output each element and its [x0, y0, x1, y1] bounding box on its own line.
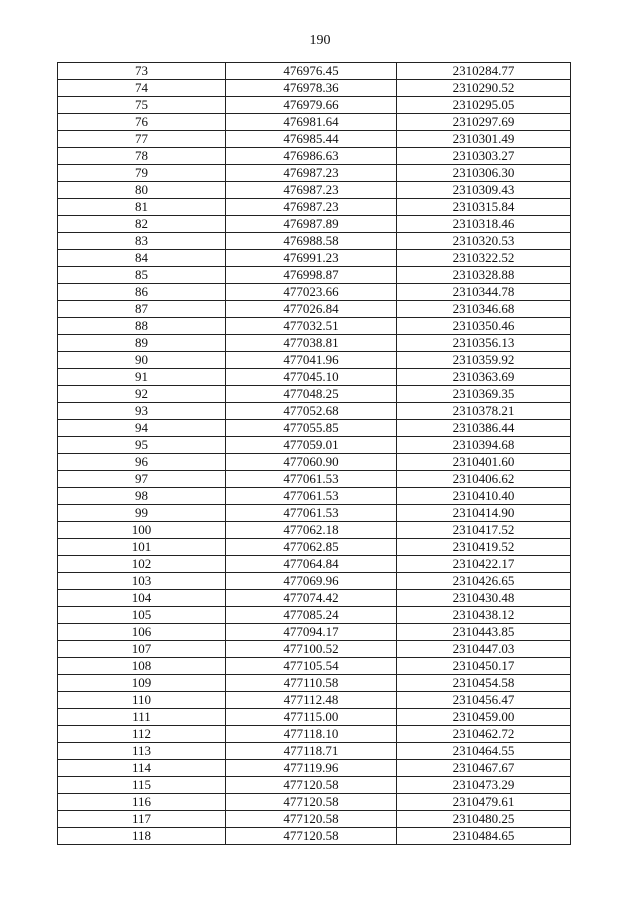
point-number-cell: 84	[58, 250, 226, 267]
point-number-cell: 90	[58, 352, 226, 369]
x-coordinate-cell: 477023.66	[226, 284, 397, 301]
point-number-cell: 86	[58, 284, 226, 301]
x-coordinate-cell: 477032.51	[226, 318, 397, 335]
y-coordinate-cell: 2310459.00	[397, 709, 571, 726]
page-number: 190	[309, 33, 331, 48]
point-number-cell: 112	[58, 726, 226, 743]
x-coordinate-cell: 477060.90	[226, 454, 397, 471]
y-coordinate-cell: 2310417.52	[397, 522, 571, 539]
y-coordinate-cell: 2310394.68	[397, 437, 571, 454]
y-coordinate-cell: 2310301.49	[397, 131, 571, 148]
y-coordinate-cell: 2310303.27	[397, 148, 571, 165]
y-coordinate-cell: 2310363.69	[397, 369, 571, 386]
table-row	[58, 641, 571, 658]
x-coordinate-cell: 476979.66	[226, 97, 397, 114]
table-row	[58, 539, 571, 556]
y-coordinate-cell: 2310484.65	[397, 828, 571, 845]
y-coordinate-cell: 2310284.77	[397, 63, 571, 80]
table-row	[58, 250, 571, 267]
point-number-cell: 113	[58, 743, 226, 760]
point-number-cell: 80	[58, 182, 226, 199]
table-row	[58, 811, 571, 828]
x-coordinate-cell: 476986.63	[226, 148, 397, 165]
point-number-cell: 75	[58, 97, 226, 114]
y-coordinate-cell: 2310467.67	[397, 760, 571, 777]
coordinates-table	[57, 62, 571, 845]
x-coordinate-cell: 477120.58	[226, 811, 397, 828]
table-row	[58, 488, 571, 505]
y-coordinate-cell: 2310462.72	[397, 726, 571, 743]
y-coordinate-cell: 2310297.69	[397, 114, 571, 131]
table-row	[58, 165, 571, 182]
y-coordinate-cell: 2310464.55	[397, 743, 571, 760]
point-number-cell: 98	[58, 488, 226, 505]
point-number-cell: 118	[58, 828, 226, 845]
table-row	[58, 284, 571, 301]
y-coordinate-cell: 2310454.58	[397, 675, 571, 692]
y-coordinate-cell: 2310447.03	[397, 641, 571, 658]
point-number-cell: 110	[58, 692, 226, 709]
table-row	[58, 199, 571, 216]
point-number-cell: 82	[58, 216, 226, 233]
y-coordinate-cell: 2310426.65	[397, 573, 571, 590]
x-coordinate-cell: 477055.85	[226, 420, 397, 437]
x-coordinate-cell: 477061.53	[226, 488, 397, 505]
point-number-cell: 93	[58, 403, 226, 420]
x-coordinate-cell: 477110.58	[226, 675, 397, 692]
y-coordinate-cell: 2310450.17	[397, 658, 571, 675]
table-row	[58, 760, 571, 777]
y-coordinate-cell: 2310318.46	[397, 216, 571, 233]
coordinates-table-body	[58, 63, 571, 845]
point-number-cell: 106	[58, 624, 226, 641]
table-row	[58, 777, 571, 794]
table-row	[58, 131, 571, 148]
y-coordinate-cell: 2310406.62	[397, 471, 571, 488]
table-row	[58, 556, 571, 573]
x-coordinate-cell: 477120.58	[226, 777, 397, 794]
table-row	[58, 607, 571, 624]
y-coordinate-cell: 2310346.68	[397, 301, 571, 318]
x-coordinate-cell: 477062.18	[226, 522, 397, 539]
x-coordinate-cell: 476978.36	[226, 80, 397, 97]
x-coordinate-cell: 476981.64	[226, 114, 397, 131]
x-coordinate-cell: 477074.42	[226, 590, 397, 607]
table-row	[58, 624, 571, 641]
point-number-cell: 99	[58, 505, 226, 522]
x-coordinate-cell: 477038.81	[226, 335, 397, 352]
y-coordinate-cell: 2310479.61	[397, 794, 571, 811]
table-row	[58, 233, 571, 250]
point-number-cell: 101	[58, 539, 226, 556]
x-coordinate-cell: 477112.48	[226, 692, 397, 709]
x-coordinate-cell: 477115.00	[226, 709, 397, 726]
y-coordinate-cell: 2310410.40	[397, 488, 571, 505]
y-coordinate-cell: 2310414.90	[397, 505, 571, 522]
table-row	[58, 403, 571, 420]
point-number-cell: 81	[58, 199, 226, 216]
y-coordinate-cell: 2310456.47	[397, 692, 571, 709]
point-number-cell: 111	[58, 709, 226, 726]
point-number-cell: 116	[58, 794, 226, 811]
x-coordinate-cell: 477062.85	[226, 539, 397, 556]
y-coordinate-cell: 2310328.88	[397, 267, 571, 284]
table-row	[58, 726, 571, 743]
table-row	[58, 114, 571, 131]
x-coordinate-cell: 477118.10	[226, 726, 397, 743]
point-number-cell: 88	[58, 318, 226, 335]
point-number-cell: 87	[58, 301, 226, 318]
y-coordinate-cell: 2310419.52	[397, 539, 571, 556]
y-coordinate-cell: 2310356.13	[397, 335, 571, 352]
x-coordinate-cell: 476998.87	[226, 267, 397, 284]
y-coordinate-cell: 2310473.29	[397, 777, 571, 794]
y-coordinate-cell: 2310320.53	[397, 233, 571, 250]
y-coordinate-cell: 2310443.85	[397, 624, 571, 641]
table-row	[58, 318, 571, 335]
point-number-cell: 94	[58, 420, 226, 437]
point-number-cell: 78	[58, 148, 226, 165]
x-coordinate-cell: 477045.10	[226, 369, 397, 386]
y-coordinate-cell: 2310369.35	[397, 386, 571, 403]
point-number-cell: 73	[58, 63, 226, 80]
x-coordinate-cell: 476987.89	[226, 216, 397, 233]
point-number-cell: 91	[58, 369, 226, 386]
x-coordinate-cell: 477094.17	[226, 624, 397, 641]
table-row	[58, 454, 571, 471]
y-coordinate-cell: 2310359.92	[397, 352, 571, 369]
table-row	[58, 386, 571, 403]
x-coordinate-cell: 476987.23	[226, 182, 397, 199]
x-coordinate-cell: 476988.58	[226, 233, 397, 250]
x-coordinate-cell: 477061.53	[226, 471, 397, 488]
x-coordinate-cell: 477119.96	[226, 760, 397, 777]
x-coordinate-cell: 477026.84	[226, 301, 397, 318]
table-row	[58, 335, 571, 352]
point-number-cell: 83	[58, 233, 226, 250]
table-row	[58, 828, 571, 845]
x-coordinate-cell: 476985.44	[226, 131, 397, 148]
x-coordinate-cell: 476991.23	[226, 250, 397, 267]
table-row	[58, 743, 571, 760]
table-row	[58, 80, 571, 97]
y-coordinate-cell: 2310309.43	[397, 182, 571, 199]
y-coordinate-cell: 2310315.84	[397, 199, 571, 216]
x-coordinate-cell: 477048.25	[226, 386, 397, 403]
x-coordinate-cell: 477069.96	[226, 573, 397, 590]
point-number-cell: 103	[58, 573, 226, 590]
table-row	[58, 522, 571, 539]
point-number-cell: 79	[58, 165, 226, 182]
point-number-cell: 102	[58, 556, 226, 573]
table-row	[58, 267, 571, 284]
point-number-cell: 108	[58, 658, 226, 675]
x-coordinate-cell: 477105.54	[226, 658, 397, 675]
y-coordinate-cell: 2310344.78	[397, 284, 571, 301]
table-row	[58, 590, 571, 607]
y-coordinate-cell: 2310401.60	[397, 454, 571, 471]
point-number-cell: 117	[58, 811, 226, 828]
x-coordinate-cell: 476987.23	[226, 199, 397, 216]
y-coordinate-cell: 2310295.05	[397, 97, 571, 114]
point-number-cell: 97	[58, 471, 226, 488]
x-coordinate-cell: 477100.52	[226, 641, 397, 658]
y-coordinate-cell: 2310480.25	[397, 811, 571, 828]
table-row	[58, 709, 571, 726]
y-coordinate-cell: 2310378.21	[397, 403, 571, 420]
point-number-cell: 105	[58, 607, 226, 624]
x-coordinate-cell: 477064.84	[226, 556, 397, 573]
point-number-cell: 109	[58, 675, 226, 692]
y-coordinate-cell: 2310430.48	[397, 590, 571, 607]
table-row	[58, 505, 571, 522]
x-coordinate-cell: 477041.96	[226, 352, 397, 369]
x-coordinate-cell: 477120.58	[226, 794, 397, 811]
point-number-cell: 89	[58, 335, 226, 352]
table-row	[58, 301, 571, 318]
x-coordinate-cell: 477059.01	[226, 437, 397, 454]
y-coordinate-cell: 2310322.52	[397, 250, 571, 267]
y-coordinate-cell: 2310290.52	[397, 80, 571, 97]
x-coordinate-cell: 477118.71	[226, 743, 397, 760]
y-coordinate-cell: 2310350.46	[397, 318, 571, 335]
y-coordinate-cell: 2310306.30	[397, 165, 571, 182]
point-number-cell: 96	[58, 454, 226, 471]
x-coordinate-cell: 477120.58	[226, 828, 397, 845]
table-row	[58, 420, 571, 437]
point-number-cell: 104	[58, 590, 226, 607]
point-number-cell: 95	[58, 437, 226, 454]
table-row	[58, 182, 571, 199]
table-row	[58, 63, 571, 80]
point-number-cell: 107	[58, 641, 226, 658]
x-coordinate-cell: 477052.68	[226, 403, 397, 420]
point-number-cell: 85	[58, 267, 226, 284]
point-number-cell: 100	[58, 522, 226, 539]
point-number-cell: 74	[58, 80, 226, 97]
x-coordinate-cell: 476987.23	[226, 165, 397, 182]
table-row	[58, 794, 571, 811]
table-row	[58, 471, 571, 488]
table-row	[58, 675, 571, 692]
table-row	[58, 369, 571, 386]
y-coordinate-cell: 2310422.17	[397, 556, 571, 573]
point-number-cell: 77	[58, 131, 226, 148]
point-number-cell: 92	[58, 386, 226, 403]
table-row	[58, 148, 571, 165]
x-coordinate-cell: 477061.53	[226, 505, 397, 522]
table-row	[58, 658, 571, 675]
table-row	[58, 352, 571, 369]
y-coordinate-cell: 2310438.12	[397, 607, 571, 624]
table-row	[58, 97, 571, 114]
table-row	[58, 692, 571, 709]
point-number-cell: 76	[58, 114, 226, 131]
point-number-cell: 115	[58, 777, 226, 794]
x-coordinate-cell: 476976.45	[226, 63, 397, 80]
point-number-cell: 114	[58, 760, 226, 777]
table-row	[58, 437, 571, 454]
x-coordinate-cell: 477085.24	[226, 607, 397, 624]
table-row	[58, 216, 571, 233]
y-coordinate-cell: 2310386.44	[397, 420, 571, 437]
table-row	[58, 573, 571, 590]
